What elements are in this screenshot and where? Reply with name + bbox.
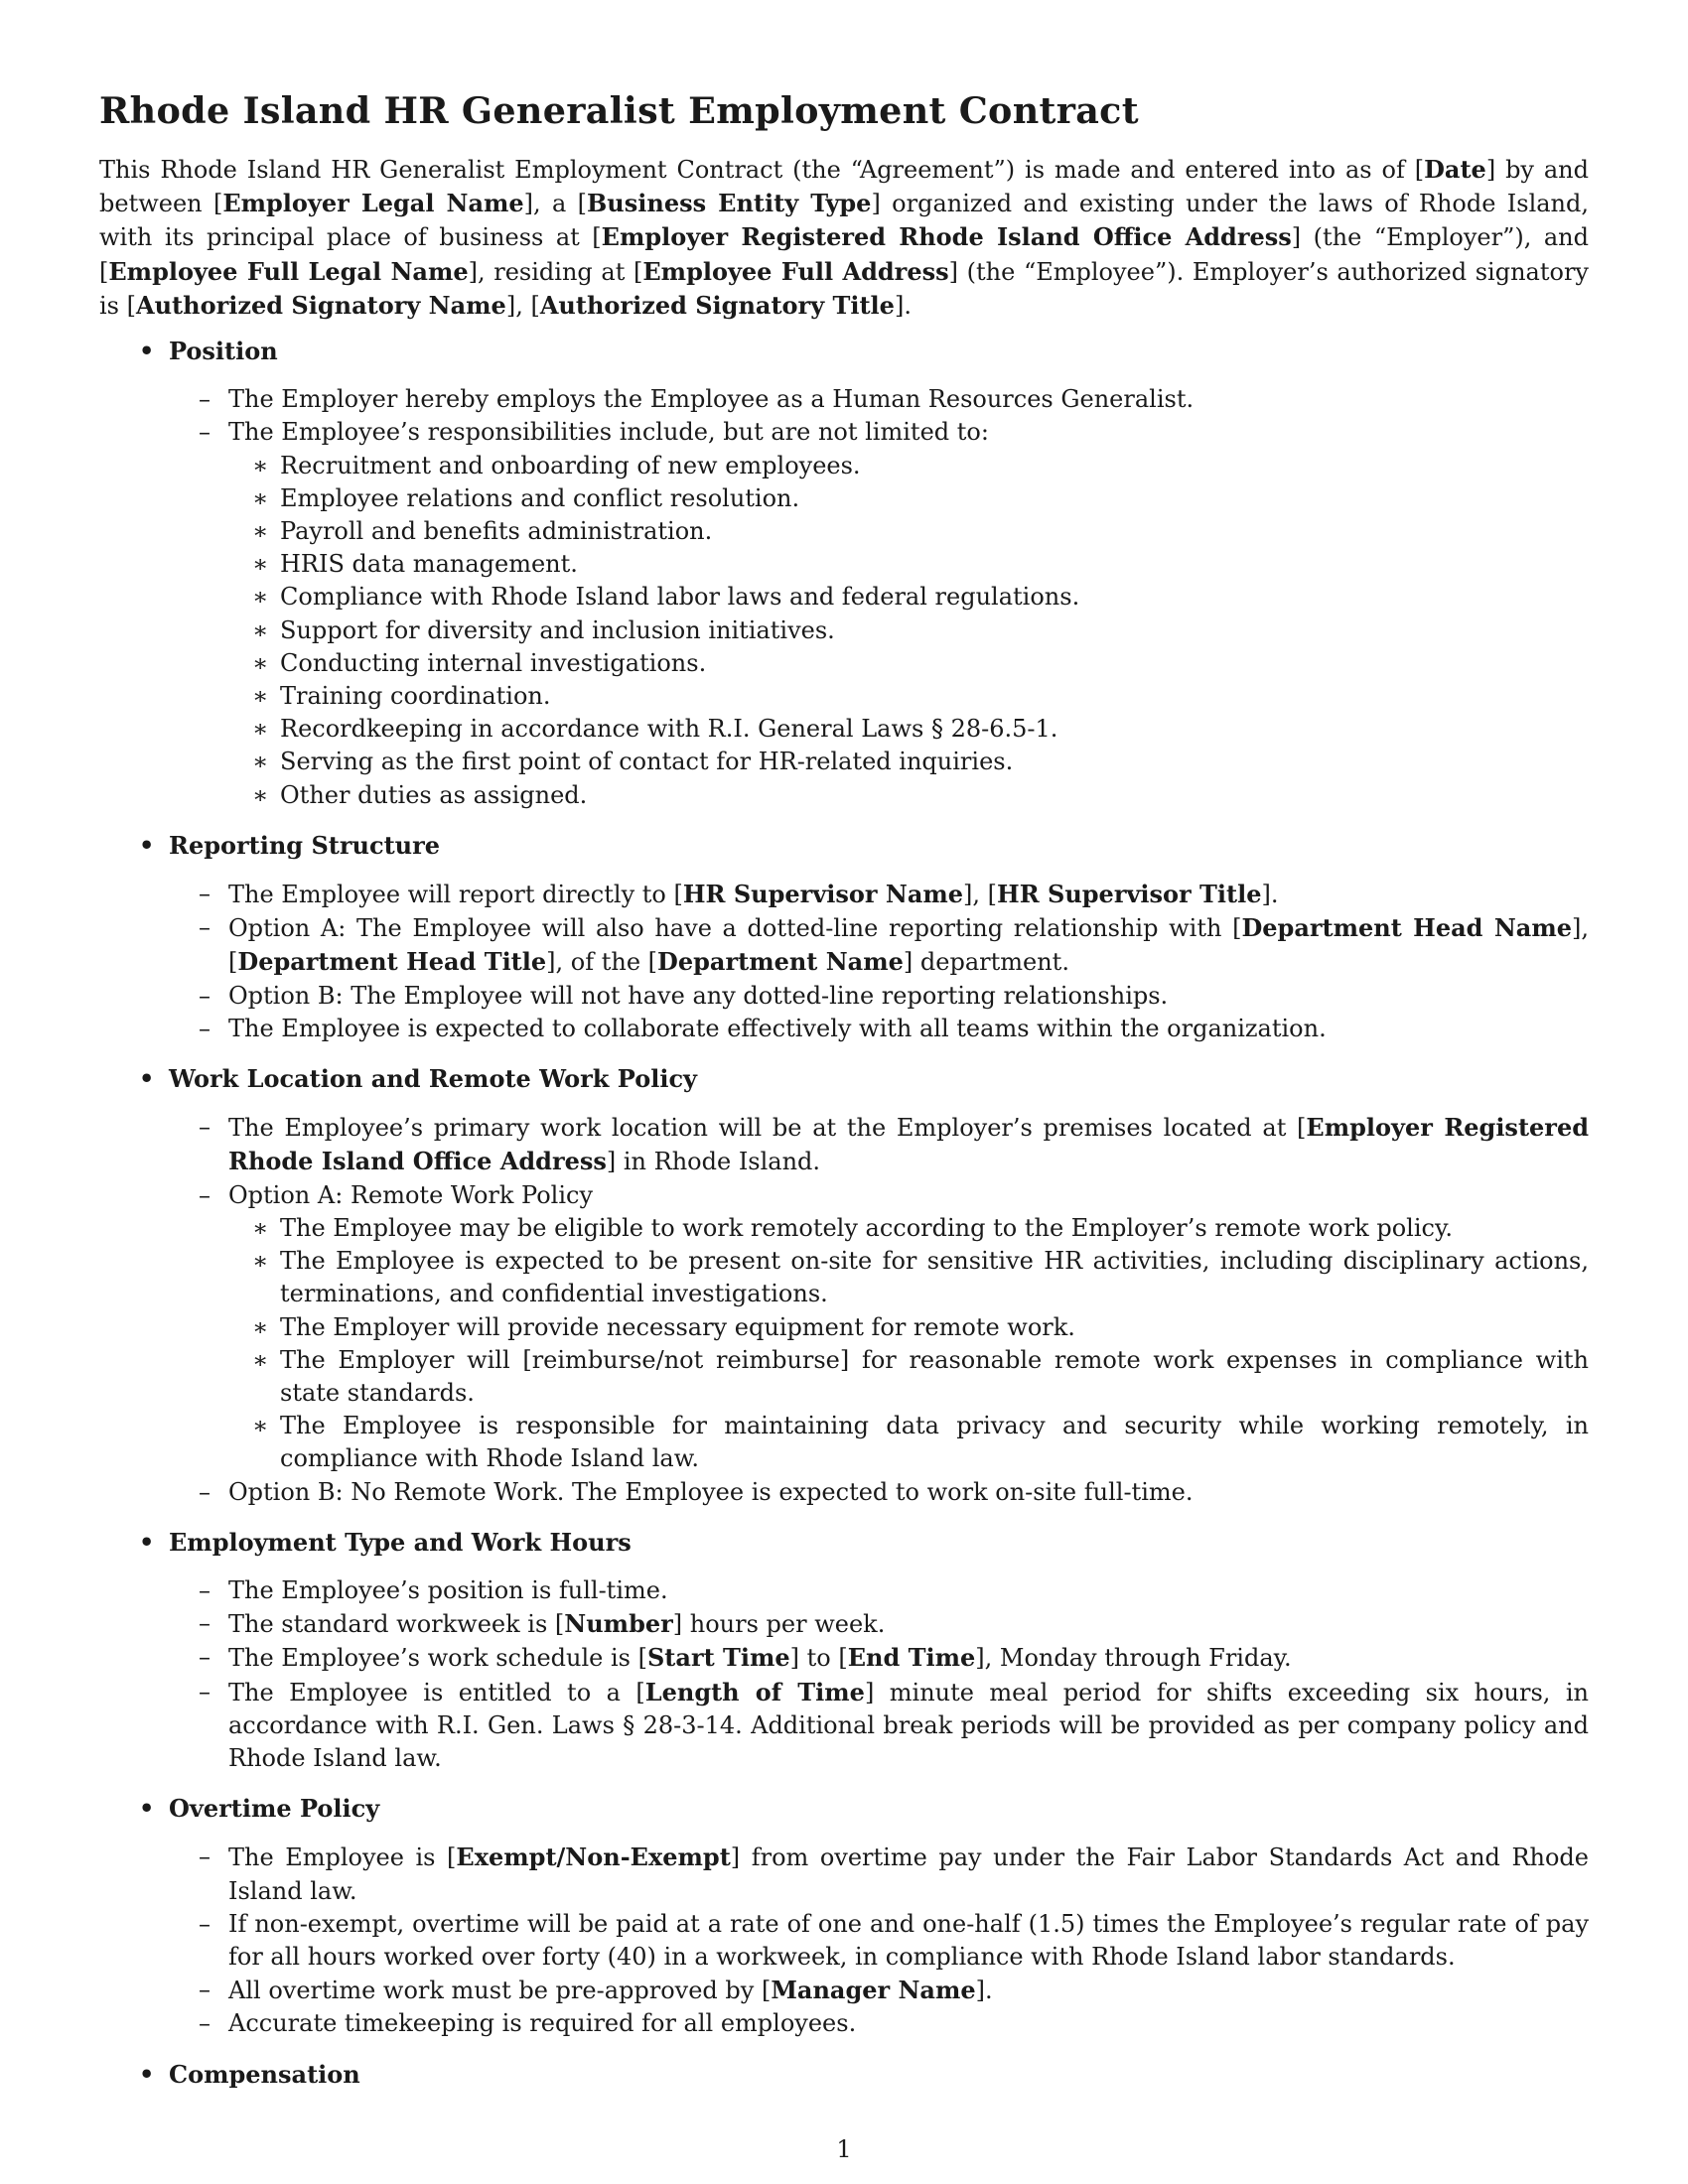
placeholder-field: Exempt/Non-Exempt <box>456 1843 731 1872</box>
section-item <box>99 1526 1589 1775</box>
clause-item <box>169 1607 1589 1641</box>
text-run: ] in Rhode Island. <box>606 1148 821 1176</box>
clause-item <box>169 878 1589 911</box>
subclause-text: Conducting internal investigations. <box>280 648 707 677</box>
text-run: The Employee will report directly to [ <box>228 881 683 909</box>
subclause-text: The Employee is expected to be present on-site for sensitive HR activities, including disciplinary actions, terminations, and confidential investigations. <box>280 1247 1589 1308</box>
dash-bullet-icon: – <box>199 1014 211 1042</box>
text-run: The Employee’s responsibilities include, but are not limited to: <box>228 418 989 447</box>
dash-bullet-icon: – <box>199 880 211 908</box>
text-run: Option B: The Employee will not have any dotted-line reporting relationships. <box>228 981 1169 1010</box>
clause-item <box>169 1676 1589 1776</box>
clause-list <box>169 1111 1589 1508</box>
subclause-item <box>228 1311 1589 1344</box>
document-page <box>99 87 1589 2108</box>
subclause-list <box>228 1212 1589 1476</box>
subclause-text: Recruitment and onboarding of new employees. <box>280 451 861 479</box>
clause-item <box>169 1908 1589 1974</box>
dash-bullet-icon: – <box>199 1113 211 1142</box>
subclause-text: The Employee is responsible for maintaining data privacy and security while working remotely, in compliance with Rhode Island law. <box>280 1412 1589 1473</box>
placeholder-field: HR Supervisor Title <box>997 880 1262 909</box>
text-run: ], residing at [ <box>468 257 643 286</box>
asterisk-bullet-icon: ∗ <box>252 583 269 612</box>
text-run: ]. <box>1261 881 1279 909</box>
text-run: ], [ <box>505 291 540 320</box>
subclause-text: Compliance with Rhode Island labor laws and federal regulations. <box>280 583 1080 612</box>
dash-bullet-icon: – <box>199 418 211 447</box>
dash-bullet-icon: – <box>199 1180 211 1209</box>
asterisk-bullet-icon: ∗ <box>252 1247 269 1276</box>
subclause-text: The Employer will provide necessary equipment for remote work. <box>280 1312 1075 1341</box>
text-run: ] (the “Employer”), and [ <box>99 223 1589 286</box>
text-run: ], a [ <box>523 190 588 218</box>
subclause-item <box>228 482 1589 515</box>
subclause-item <box>228 1212 1589 1245</box>
section-heading: • Position <box>169 335 1589 367</box>
text-run: The Employer hereby employs the Employee as a Human Resources Generalist. <box>228 385 1195 414</box>
placeholder-field: Authorized Signatory Title <box>539 290 895 320</box>
placeholder-field: Start Time <box>646 1643 790 1673</box>
text-run: The Employee’s work schedule is [ <box>228 1644 647 1673</box>
subclause-list <box>228 450 1589 812</box>
text-run: ] (the “Employee”). Employer’s authorized signatory is [ <box>99 257 1589 320</box>
asterisk-bullet-icon: ∗ <box>252 648 269 677</box>
placeholder-field: Employee Full Address <box>642 256 949 286</box>
clause-item <box>169 1574 1589 1607</box>
page-number: 1 <box>836 2135 852 2163</box>
section-heading: • Overtime Policy <box>169 1792 1589 1825</box>
dash-bullet-icon: – <box>199 1477 211 1506</box>
text-run: The Employee is entitled to a [ <box>228 1678 645 1706</box>
clause-item <box>169 1841 1589 1907</box>
text-run: The Employee’s primary work location will be at the Employer’s premises located at [ <box>228 1114 1307 1143</box>
section-item <box>99 1062 1589 1509</box>
text-run: If non-exempt, overtime will be paid at a rate of one and one-half (1.5) times the Employee’s regular rate of pay for all hours worked over forty (40) in a workweek, in compliance with Rhode Island labor standards. <box>228 1909 1589 1971</box>
section-item <box>99 335 1589 812</box>
dash-bullet-icon: – <box>199 385 211 414</box>
subclause-text: Support for diversity and inclusion initiatives. <box>280 615 835 644</box>
placeholder-field: Length of Time <box>644 1677 865 1706</box>
clause-list <box>169 383 1589 812</box>
subclause-item <box>228 581 1589 614</box>
dash-bullet-icon: – <box>199 913 211 942</box>
section-heading: • Work Location and Remote Work Policy <box>169 1062 1589 1095</box>
placeholder-field: End Time <box>847 1643 976 1673</box>
text-run: ]. <box>975 1977 993 2005</box>
text-run: ] minute meal period for shifts exceeding six hours, in accordance with R.I. Gen. Laws § 28-3-14. Additional break periods will be provided as per company policy and Rhode Island law. <box>228 1678 1589 1772</box>
section-heading: • Compensation <box>169 2058 1589 2091</box>
placeholder-field: Employer Registered Rhode Island Office Address <box>601 222 1292 252</box>
text-run: The standard workweek is [ <box>228 1610 565 1639</box>
asterisk-bullet-icon: ∗ <box>252 1345 269 1374</box>
placeholder-field: Number <box>564 1609 673 1639</box>
placeholder-field: Authorized Signatory Name <box>135 290 506 320</box>
asterisk-bullet-icon: ∗ <box>252 682 269 711</box>
placeholder-field: Employer Registered Rhode Island Office Address <box>228 1113 1589 1176</box>
subclause-item <box>228 713 1589 746</box>
subclause-item <box>228 1344 1589 1410</box>
dash-bullet-icon: – <box>199 1643 211 1672</box>
subclause-item <box>228 1245 1589 1310</box>
text-run: The Employee is [ <box>228 1843 457 1872</box>
asterisk-bullet-icon: ∗ <box>252 1213 269 1242</box>
dash-bullet-icon: – <box>199 1909 211 1938</box>
asterisk-bullet-icon: ∗ <box>252 780 269 809</box>
subclause-item <box>228 779 1589 812</box>
section-list <box>99 335 1589 2091</box>
text-run: Accurate timekeeping is required for all employees. <box>228 2009 857 2038</box>
text-run: ] to [ <box>789 1644 848 1673</box>
subclause-text: Recordkeeping in accordance with R.I. General Laws § 28-6.5-1. <box>280 715 1058 744</box>
clause-list <box>169 1574 1589 1775</box>
subclause-item <box>228 1410 1589 1475</box>
asterisk-bullet-icon: ∗ <box>252 748 269 776</box>
text-run: ], Monday through Friday. <box>975 1644 1292 1673</box>
placeholder-field: Department Head Name <box>1241 913 1573 943</box>
text-run: Option A: The Employee will also have a dotted-line reporting relationship with [ <box>228 914 1242 943</box>
clause-list <box>169 1841 1589 2040</box>
text-run: ] from overtime pay under the Fair Labor Standards Act and Rhode Island law. <box>228 1843 1589 1905</box>
text-run: ] hours per week. <box>672 1610 886 1639</box>
text-run: ], [ <box>963 881 998 909</box>
text-run: All overtime work must be pre-approved by [ <box>228 1977 772 2005</box>
dash-bullet-icon: – <box>199 1609 211 1638</box>
asterisk-bullet-icon: ∗ <box>252 517 269 546</box>
clause-item <box>169 980 1589 1013</box>
text-run: This Rhode Island HR Generalist Employment Contract (the “Agreement”) is made and entered into as of [ <box>99 156 1425 184</box>
text-run: Option A: Remote Work Policy <box>228 1180 594 1209</box>
asterisk-bullet-icon: ∗ <box>252 451 269 479</box>
asterisk-bullet-icon: ∗ <box>252 550 269 579</box>
text-run: ] organized and existing under the laws of Rhode Island, with its principal place of business at [ <box>99 190 1590 252</box>
clause-item <box>169 1476 1589 1509</box>
clause-item <box>169 1111 1589 1178</box>
clause-item <box>169 383 1589 416</box>
subclause-text: The Employee may be eligible to work remotely according to the Employer’s remote work policy. <box>280 1213 1453 1242</box>
text-run: The Employee is expected to collaborate effectively with all teams within the organization. <box>228 1014 1327 1042</box>
subclause-text: HRIS data management. <box>280 550 578 579</box>
asterisk-bullet-icon: ∗ <box>252 1412 269 1440</box>
asterisk-bullet-icon: ∗ <box>252 615 269 644</box>
dash-bullet-icon: – <box>199 1976 211 2004</box>
clause-item <box>169 1179 1589 1476</box>
dash-bullet-icon: – <box>199 2009 211 2038</box>
text-run: ] by and between [ <box>99 156 1590 218</box>
subclause-item <box>228 647 1589 680</box>
subclause-text: Employee relations and conflict resolution. <box>280 483 800 512</box>
section-heading: • Employment Type and Work Hours <box>169 1526 1589 1559</box>
section-heading: • Reporting Structure <box>169 829 1589 862</box>
asterisk-bullet-icon: ∗ <box>252 715 269 744</box>
clause-item <box>169 416 1589 811</box>
text-run: Option B: No Remote Work. The Employee is expected to work on-site full-time. <box>228 1477 1194 1506</box>
clause-item <box>169 911 1589 979</box>
subclause-item <box>228 548 1589 581</box>
dash-bullet-icon: – <box>199 981 211 1010</box>
clause-item <box>169 2007 1589 2040</box>
subclause-text: Training coordination. <box>280 682 551 711</box>
dash-bullet-icon: – <box>199 1575 211 1604</box>
intro-paragraph <box>99 153 1589 323</box>
subclause-text: Other duties as assigned. <box>280 780 588 809</box>
document-title: Rhode Island HR Generalist Employment Contract <box>99 89 1139 132</box>
subclause-item <box>228 680 1589 713</box>
placeholder-field: HR Supervisor Name <box>682 880 964 909</box>
placeholder-field: Department Head Title <box>237 947 547 977</box>
clause-item <box>169 1013 1589 1045</box>
placeholder-field: Employer Legal Name <box>222 189 524 218</box>
clause-list <box>169 878 1589 1045</box>
subclause-text: The Employer will [reimburse/not reimburse] for reasonable remote work expenses in compliance with state standards. <box>280 1345 1589 1407</box>
subclause-item <box>228 746 1589 778</box>
subclause-item <box>228 450 1589 482</box>
text-run: ] department. <box>903 948 1069 977</box>
subclause-item <box>228 614 1589 647</box>
placeholder-field: Department Name <box>657 947 904 977</box>
section-item <box>99 829 1589 1045</box>
asterisk-bullet-icon: ∗ <box>252 483 269 512</box>
subclause-text: Serving as the first point of contact for HR-related inquiries. <box>280 748 1014 776</box>
text-run: ], [ <box>228 914 1590 977</box>
section-item <box>99 1792 1589 2040</box>
placeholder-field: Employee Full Legal Name <box>108 256 469 286</box>
placeholder-field: Business Entity Type <box>587 189 872 218</box>
text-run: ], of the [ <box>546 948 658 977</box>
clause-item <box>169 1641 1589 1675</box>
dash-bullet-icon: – <box>199 1843 211 1871</box>
clause-item <box>169 1974 1589 2007</box>
text-run: ]. <box>894 291 912 320</box>
text-run: The Employee’s position is full-time. <box>228 1575 668 1604</box>
placeholder-field: Date <box>1424 155 1486 184</box>
subclause-item <box>228 515 1589 548</box>
subclause-text: Payroll and benefits administration. <box>280 517 713 546</box>
section-item <box>99 2058 1589 2091</box>
placeholder-field: Manager Name <box>771 1976 976 2005</box>
dash-bullet-icon: – <box>199 1677 211 1706</box>
asterisk-bullet-icon: ∗ <box>252 1312 269 1341</box>
